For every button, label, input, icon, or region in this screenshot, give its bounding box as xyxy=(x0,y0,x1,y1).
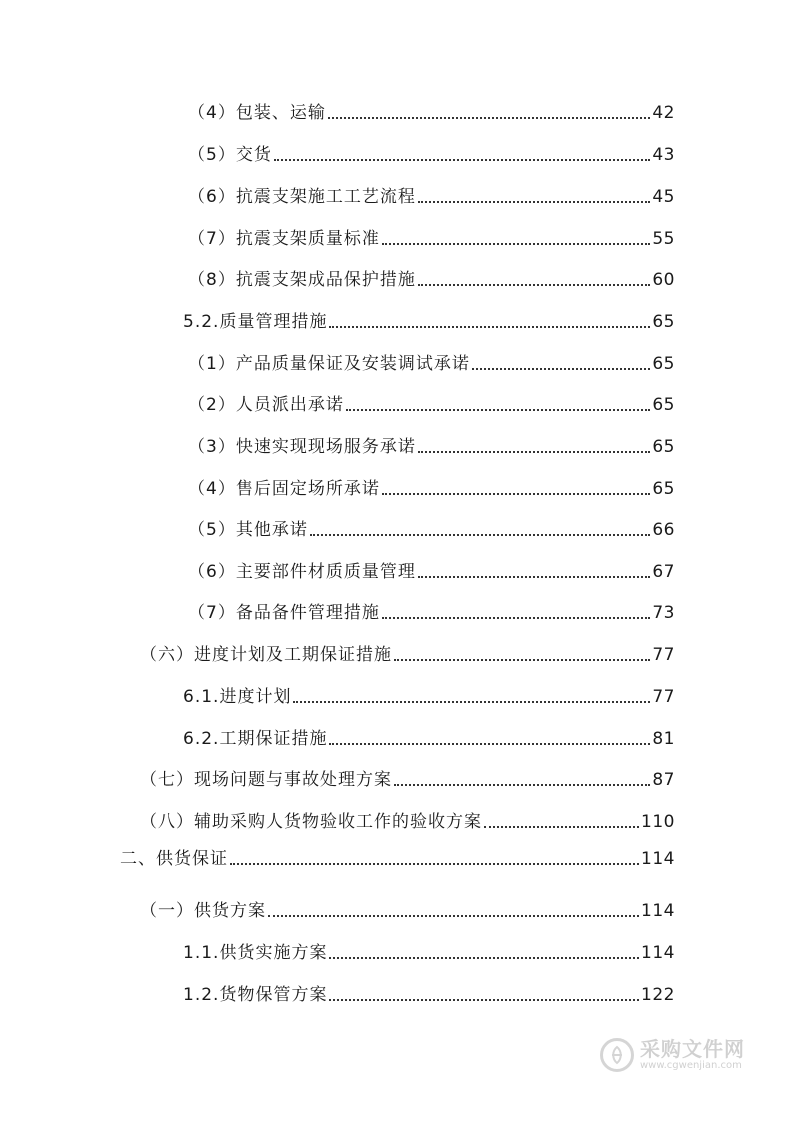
toc-entry-page: 110 xyxy=(641,812,675,832)
toc-entry-label: 5.2.质量管理措施 xyxy=(183,312,328,332)
toc-entry-label: （7）抗震支架质量标准 xyxy=(188,229,380,249)
dot-leader xyxy=(310,533,651,536)
dot-leader xyxy=(382,242,651,245)
toc-entry-page: 73 xyxy=(652,603,675,623)
toc-entry-page: 67 xyxy=(652,562,675,582)
toc-entry-label: （八）辅助采购人货物验收工作的验收方案 xyxy=(140,812,482,832)
toc-entry[interactable] xyxy=(188,601,675,625)
toc-entry-label: （5）交货 xyxy=(188,145,272,165)
toc-entry[interactable] xyxy=(140,899,675,923)
dot-leader xyxy=(418,575,651,578)
toc-entry-page: 77 xyxy=(652,645,675,665)
dot-leader xyxy=(418,450,651,453)
toc-entry-page: 66 xyxy=(652,520,675,540)
dot-leader xyxy=(328,116,651,119)
toc-entry[interactable] xyxy=(188,185,675,209)
toc-entry[interactable] xyxy=(140,768,675,792)
toc-entry-page: 87 xyxy=(652,770,675,790)
toc-entry-label: 6.2.工期保证措施 xyxy=(183,729,328,749)
toc-entry[interactable] xyxy=(140,643,675,667)
dot-leader xyxy=(274,158,651,161)
toc-entry-label: （5）其他承诺 xyxy=(188,520,308,540)
dot-leader xyxy=(329,998,639,1001)
toc-entry[interactable] xyxy=(188,518,675,542)
toc-entry[interactable] xyxy=(183,727,675,751)
toc-entry[interactable] xyxy=(183,310,675,334)
toc-entry-label: （6）主要部件材质质量管理 xyxy=(188,562,416,582)
toc-entry-page: 114 xyxy=(641,901,675,921)
toc-entry[interactable] xyxy=(188,393,675,417)
toc-entry-page: 65 xyxy=(652,479,675,499)
toc-entry-label: 二、供货保证 xyxy=(120,849,228,869)
toc-entry-label: （2）人员派出承诺 xyxy=(188,395,344,415)
toc-entry-page: 55 xyxy=(652,229,675,249)
dot-leader xyxy=(268,914,639,917)
dot-leader xyxy=(329,742,650,745)
toc-entry-page: 43 xyxy=(652,145,675,165)
toc-entry-page: 45 xyxy=(652,187,675,207)
toc-entry-label: （7）备品备件管理措施 xyxy=(188,603,380,623)
dot-leader xyxy=(418,283,651,286)
toc-entry-label: 6.1.进度计划 xyxy=(183,687,292,707)
dot-leader xyxy=(346,408,651,411)
toc-entry-page: 122 xyxy=(641,985,675,1005)
toc-entry[interactable] xyxy=(120,847,675,871)
toc-entry[interactable] xyxy=(188,477,675,501)
dot-leader xyxy=(382,616,651,619)
toc-entry[interactable] xyxy=(183,941,675,965)
dot-leader xyxy=(230,862,639,865)
toc-entry-page: 114 xyxy=(641,943,675,963)
toc-entry-page: 60 xyxy=(652,270,675,290)
watermark xyxy=(600,1038,745,1072)
toc-entry-label: （4）包装、运输 xyxy=(188,103,326,123)
toc-entry[interactable] xyxy=(188,352,675,376)
dot-leader xyxy=(382,492,651,495)
toc-entry-label: （3）快速实现现场服务承诺 xyxy=(188,437,416,457)
dot-leader xyxy=(394,783,650,786)
toc-entry-page: 65 xyxy=(652,395,675,415)
dot-leader xyxy=(484,825,639,828)
toc-entry-page: 65 xyxy=(652,437,675,457)
toc-entry-label: （1）产品质量保证及安装调试承诺 xyxy=(188,354,470,374)
toc-entry[interactable] xyxy=(188,101,675,125)
toc-entry-page: 65 xyxy=(652,354,675,374)
toc-entry[interactable] xyxy=(183,983,675,1007)
dot-leader xyxy=(329,956,639,959)
toc-entry-label: 1.1.供货实施方案 xyxy=(183,943,328,963)
watermark-url: www.cgwenjian.com xyxy=(640,1060,742,1071)
toc-entry-label: （六）进度计划及工期保证措施 xyxy=(140,645,392,665)
dot-leader xyxy=(293,700,650,703)
toc-entry[interactable] xyxy=(188,227,675,251)
toc-entry-label: （一）供货方案 xyxy=(140,901,266,921)
toc-entry[interactable] xyxy=(188,435,675,459)
watermark-logo-icon xyxy=(600,1038,634,1072)
toc-entry-page: 42 xyxy=(652,103,675,123)
toc-entry[interactable] xyxy=(188,560,675,584)
toc-entry[interactable] xyxy=(188,143,675,167)
toc-entry[interactable] xyxy=(183,685,675,709)
dot-leader xyxy=(472,367,651,370)
toc-entry-page: 81 xyxy=(652,729,675,749)
toc-entry-page: 65 xyxy=(652,312,675,332)
dot-leader xyxy=(418,200,651,203)
toc-entry[interactable] xyxy=(140,810,675,834)
toc-entry[interactable] xyxy=(188,268,675,292)
watermark-name: 采购文件网 xyxy=(640,1037,745,1061)
toc-entry-label: （4）售后固定场所承诺 xyxy=(188,479,380,499)
dot-leader xyxy=(394,658,650,661)
toc-entry-page: 77 xyxy=(652,687,675,707)
dot-leader xyxy=(329,325,650,328)
toc-entry-page: 114 xyxy=(641,849,675,869)
toc-entry-label: 1.2.货物保管方案 xyxy=(183,985,328,1005)
toc-entry-label: （8）抗震支架成品保护措施 xyxy=(188,270,416,290)
toc-entry-label: （七）现场问题与事故处理方案 xyxy=(140,770,392,790)
toc-entry-label: （6）抗震支架施工工艺流程 xyxy=(188,187,416,207)
